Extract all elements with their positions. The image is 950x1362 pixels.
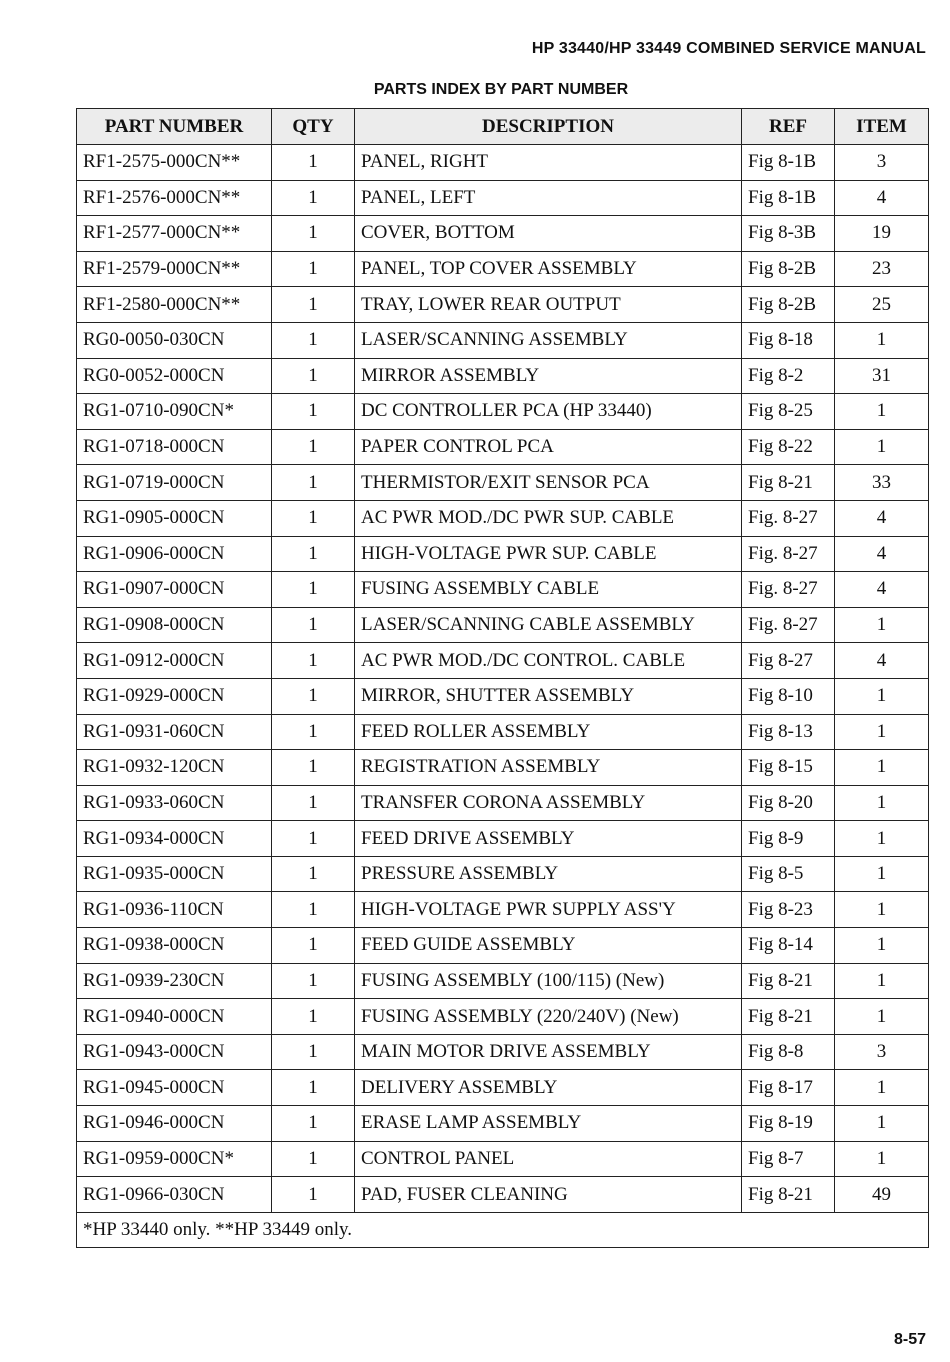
qty-cell: 1	[272, 251, 355, 287]
ref-cell: Fig 8-10	[742, 678, 835, 714]
item-cell: 1	[835, 1070, 929, 1106]
ref-cell: Fig 8-7	[742, 1141, 835, 1177]
part-number-cell: RF1-2580-000CN**	[77, 287, 272, 323]
table-row	[77, 180, 929, 216]
part-number-cell: RG1-0905-000CN	[77, 500, 272, 536]
qty-cell: 1	[272, 536, 355, 572]
footnote-row	[77, 1212, 929, 1247]
part-number-cell: RG1-0935-000CN	[77, 856, 272, 892]
description-cell: HIGH-VOLTAGE PWR SUP. CABLE	[355, 536, 742, 572]
description-cell: FUSING ASSEMBLY (100/115) (New)	[355, 963, 742, 999]
description-cell: PANEL, LEFT	[355, 180, 742, 216]
ref-cell: Fig 8-19	[742, 1106, 835, 1142]
part-number-cell: RG1-0945-000CN	[77, 1070, 272, 1106]
part-number-cell: RG1-0940-000CN	[77, 999, 272, 1035]
table-row	[77, 643, 929, 679]
description-cell: PAD, FUSER CLEANING	[355, 1177, 742, 1213]
qty-cell: 1	[272, 1106, 355, 1142]
qty-cell: 1	[272, 180, 355, 216]
ref-cell: Fig 8-23	[742, 892, 835, 928]
qty-cell: 1	[272, 714, 355, 750]
description-cell: PRESSURE ASSEMBLY	[355, 856, 742, 892]
description-cell: CONTROL PANEL	[355, 1141, 742, 1177]
table-row	[77, 251, 929, 287]
description-cell: TRAY, LOWER REAR OUTPUT	[355, 287, 742, 323]
table-row	[77, 394, 929, 430]
parts-index-table	[76, 108, 929, 1248]
ref-cell: Fig 8-21	[742, 999, 835, 1035]
qty-cell: 1	[272, 1070, 355, 1106]
qty-cell: 1	[272, 1034, 355, 1070]
table-row	[77, 999, 929, 1035]
ref-cell: Fig 8-27	[742, 643, 835, 679]
table-row	[77, 928, 929, 964]
table-row	[77, 536, 929, 572]
part-number-cell: RF1-2577-000CN**	[77, 216, 272, 252]
ref-cell: Fig 8-21	[742, 963, 835, 999]
part-number-cell: RG1-0939-230CN	[77, 963, 272, 999]
item-cell: 1	[835, 678, 929, 714]
table-row	[77, 785, 929, 821]
qty-cell: 1	[272, 892, 355, 928]
table-row	[77, 1034, 929, 1070]
item-cell: 1	[835, 607, 929, 643]
item-cell: 1	[835, 714, 929, 750]
description-cell: FUSING ASSEMBLY (220/240V) (New)	[355, 999, 742, 1035]
description-cell: PANEL, RIGHT	[355, 145, 742, 181]
ref-cell: Fig 8-1B	[742, 145, 835, 181]
item-cell: 23	[835, 251, 929, 287]
ref-cell: Fig 8-13	[742, 714, 835, 750]
item-cell: 1	[835, 785, 929, 821]
qty-cell: 1	[272, 785, 355, 821]
ref-cell: Fig. 8-27	[742, 572, 835, 608]
description-cell: LASER/SCANNING CABLE ASSEMBLY	[355, 607, 742, 643]
item-cell: 1	[835, 999, 929, 1035]
item-cell: 3	[835, 1034, 929, 1070]
column-header-ref: REF	[742, 109, 835, 145]
part-number-cell: RF1-2575-000CN**	[77, 145, 272, 181]
table-row	[77, 856, 929, 892]
table-row	[77, 963, 929, 999]
qty-cell: 1	[272, 216, 355, 252]
qty-cell: 1	[272, 358, 355, 394]
item-cell: 1	[835, 1106, 929, 1142]
table-row	[77, 500, 929, 536]
item-cell: 1	[835, 1141, 929, 1177]
table-row	[77, 465, 929, 501]
qty-cell: 1	[272, 643, 355, 679]
description-cell: COVER, BOTTOM	[355, 216, 742, 252]
qty-cell: 1	[272, 607, 355, 643]
description-cell: HIGH-VOLTAGE PWR SUPPLY ASS'Y	[355, 892, 742, 928]
part-number-cell: RF1-2576-000CN**	[77, 180, 272, 216]
item-cell: 1	[835, 856, 929, 892]
description-cell: PAPER CONTROL PCA	[355, 429, 742, 465]
part-number-cell: RG1-0710-090CN*	[77, 394, 272, 430]
qty-cell: 1	[272, 500, 355, 536]
description-cell: REGISTRATION ASSEMBLY	[355, 750, 742, 786]
qty-cell: 1	[272, 429, 355, 465]
part-number-cell: RG1-0966-030CN	[77, 1177, 272, 1213]
part-number-cell: RG1-0931-060CN	[77, 714, 272, 750]
part-number-cell: RG1-0934-000CN	[77, 821, 272, 857]
ref-cell: Fig 8-5	[742, 856, 835, 892]
qty-cell: 1	[272, 145, 355, 181]
ref-cell: Fig 8-3B	[742, 216, 835, 252]
qty-cell: 1	[272, 322, 355, 358]
description-cell: MIRROR ASSEMBLY	[355, 358, 742, 394]
ref-cell: Fig. 8-27	[742, 500, 835, 536]
qty-cell: 1	[272, 963, 355, 999]
item-cell: 4	[835, 536, 929, 572]
table-row	[77, 1177, 929, 1213]
table-row	[77, 429, 929, 465]
item-cell: 1	[835, 750, 929, 786]
table-row	[77, 358, 929, 394]
item-cell: 4	[835, 643, 929, 679]
table-row	[77, 287, 929, 323]
column-header-part-number: PART NUMBER	[77, 109, 272, 145]
table-row	[77, 678, 929, 714]
ref-cell: Fig 8-14	[742, 928, 835, 964]
item-cell: 1	[835, 892, 929, 928]
part-number-cell: RG1-0719-000CN	[77, 465, 272, 501]
item-cell: 49	[835, 1177, 929, 1213]
table-row	[77, 750, 929, 786]
ref-cell: Fig 8-20	[742, 785, 835, 821]
page-number: 8-57	[893, 1331, 926, 1348]
ref-cell: Fig 8-18	[742, 322, 835, 358]
part-number-cell: RG1-0933-060CN	[77, 785, 272, 821]
column-header-description: DESCRIPTION	[355, 109, 742, 145]
footnote: *HP 33440 only. **HP 33449 only.	[77, 1212, 929, 1247]
description-cell: DC CONTROLLER PCA (HP 33440)	[355, 394, 742, 430]
description-cell: TRANSFER CORONA ASSEMBLY	[355, 785, 742, 821]
item-cell: 4	[835, 180, 929, 216]
table-row	[77, 322, 929, 358]
item-cell: 1	[835, 963, 929, 999]
item-cell: 4	[835, 572, 929, 608]
description-cell: MAIN MOTOR DRIVE ASSEMBLY	[355, 1034, 742, 1070]
part-number-cell: RG1-0906-000CN	[77, 536, 272, 572]
part-number-cell: RG0-0050-030CN	[77, 322, 272, 358]
table-row	[77, 1070, 929, 1106]
column-header-item: ITEM	[835, 109, 929, 145]
item-cell: 1	[835, 928, 929, 964]
section-title: PARTS INDEX BY PART NUMBER	[373, 81, 629, 98]
qty-cell: 1	[272, 678, 355, 714]
qty-cell: 1	[272, 999, 355, 1035]
item-cell: 1	[835, 429, 929, 465]
ref-cell: Fig. 8-27	[742, 607, 835, 643]
item-cell: 19	[835, 216, 929, 252]
description-cell: THERMISTOR/EXIT SENSOR PCA	[355, 465, 742, 501]
qty-cell: 1	[272, 1141, 355, 1177]
description-cell: AC PWR MOD./DC CONTROL. CABLE	[355, 643, 742, 679]
description-cell: AC PWR MOD./DC PWR SUP. CABLE	[355, 500, 742, 536]
part-number-cell: RF1-2579-000CN**	[77, 251, 272, 287]
qty-cell: 1	[272, 287, 355, 323]
item-cell: 33	[835, 465, 929, 501]
qty-cell: 1	[272, 1177, 355, 1213]
ref-cell: Fig. 8-27	[742, 536, 835, 572]
item-cell: 31	[835, 358, 929, 394]
column-header-qty: QTY	[272, 109, 355, 145]
qty-cell: 1	[272, 572, 355, 608]
table-row	[77, 145, 929, 181]
ref-cell: Fig 8-21	[742, 465, 835, 501]
part-number-cell: RG1-0907-000CN	[77, 572, 272, 608]
table-row	[77, 1106, 929, 1142]
ref-cell: Fig 8-8	[742, 1034, 835, 1070]
manual-title: HP 33440/HP 33449 COMBINED SERVICE MANUAL	[531, 40, 926, 57]
description-cell: FEED GUIDE ASSEMBLY	[355, 928, 742, 964]
qty-cell: 1	[272, 821, 355, 857]
table-header-row	[77, 109, 929, 145]
ref-cell: Fig 8-17	[742, 1070, 835, 1106]
ref-cell: Fig 8-21	[742, 1177, 835, 1213]
description-cell: PANEL, TOP COVER ASSEMBLY	[355, 251, 742, 287]
part-number-cell: RG1-0718-000CN	[77, 429, 272, 465]
table-row	[77, 892, 929, 928]
table-row	[77, 216, 929, 252]
ref-cell: Fig 8-15	[742, 750, 835, 786]
item-cell: 4	[835, 500, 929, 536]
description-cell: FEED DRIVE ASSEMBLY	[355, 821, 742, 857]
qty-cell: 1	[272, 750, 355, 786]
item-cell: 1	[835, 394, 929, 430]
part-number-cell: RG1-0912-000CN	[77, 643, 272, 679]
part-number-cell: RG1-0929-000CN	[77, 678, 272, 714]
qty-cell: 1	[272, 394, 355, 430]
item-cell: 1	[835, 821, 929, 857]
part-number-cell: RG1-0938-000CN	[77, 928, 272, 964]
ref-cell: Fig 8-2B	[742, 251, 835, 287]
part-number-cell: RG1-0936-110CN	[77, 892, 272, 928]
ref-cell: Fig 8-2B	[742, 287, 835, 323]
item-cell: 1	[835, 322, 929, 358]
qty-cell: 1	[272, 856, 355, 892]
item-cell: 25	[835, 287, 929, 323]
ref-cell: Fig 8-22	[742, 429, 835, 465]
table-body	[77, 145, 929, 1213]
part-number-cell: RG1-0932-120CN	[77, 750, 272, 786]
ref-cell: Fig 8-9	[742, 821, 835, 857]
description-cell: LASER/SCANNING ASSEMBLY	[355, 322, 742, 358]
table-row	[77, 1141, 929, 1177]
table-row	[77, 607, 929, 643]
description-cell: MIRROR, SHUTTER ASSEMBLY	[355, 678, 742, 714]
table-row	[77, 714, 929, 750]
description-cell: FEED ROLLER ASSEMBLY	[355, 714, 742, 750]
ref-cell: Fig 8-2	[742, 358, 835, 394]
part-number-cell: RG1-0943-000CN	[77, 1034, 272, 1070]
table-row	[77, 821, 929, 857]
table-row	[77, 572, 929, 608]
ref-cell: Fig 8-25	[742, 394, 835, 430]
ref-cell: Fig 8-1B	[742, 180, 835, 216]
qty-cell: 1	[272, 928, 355, 964]
part-number-cell: RG0-0052-000CN	[77, 358, 272, 394]
part-number-cell: RG1-0946-000CN	[77, 1106, 272, 1142]
part-number-cell: RG1-0959-000CN*	[77, 1141, 272, 1177]
description-cell: ERASE LAMP ASSEMBLY	[355, 1106, 742, 1142]
description-cell: FUSING ASSEMBLY CABLE	[355, 572, 742, 608]
qty-cell: 1	[272, 465, 355, 501]
description-cell: DELIVERY ASSEMBLY	[355, 1070, 742, 1106]
part-number-cell: RG1-0908-000CN	[77, 607, 272, 643]
item-cell: 3	[835, 145, 929, 181]
